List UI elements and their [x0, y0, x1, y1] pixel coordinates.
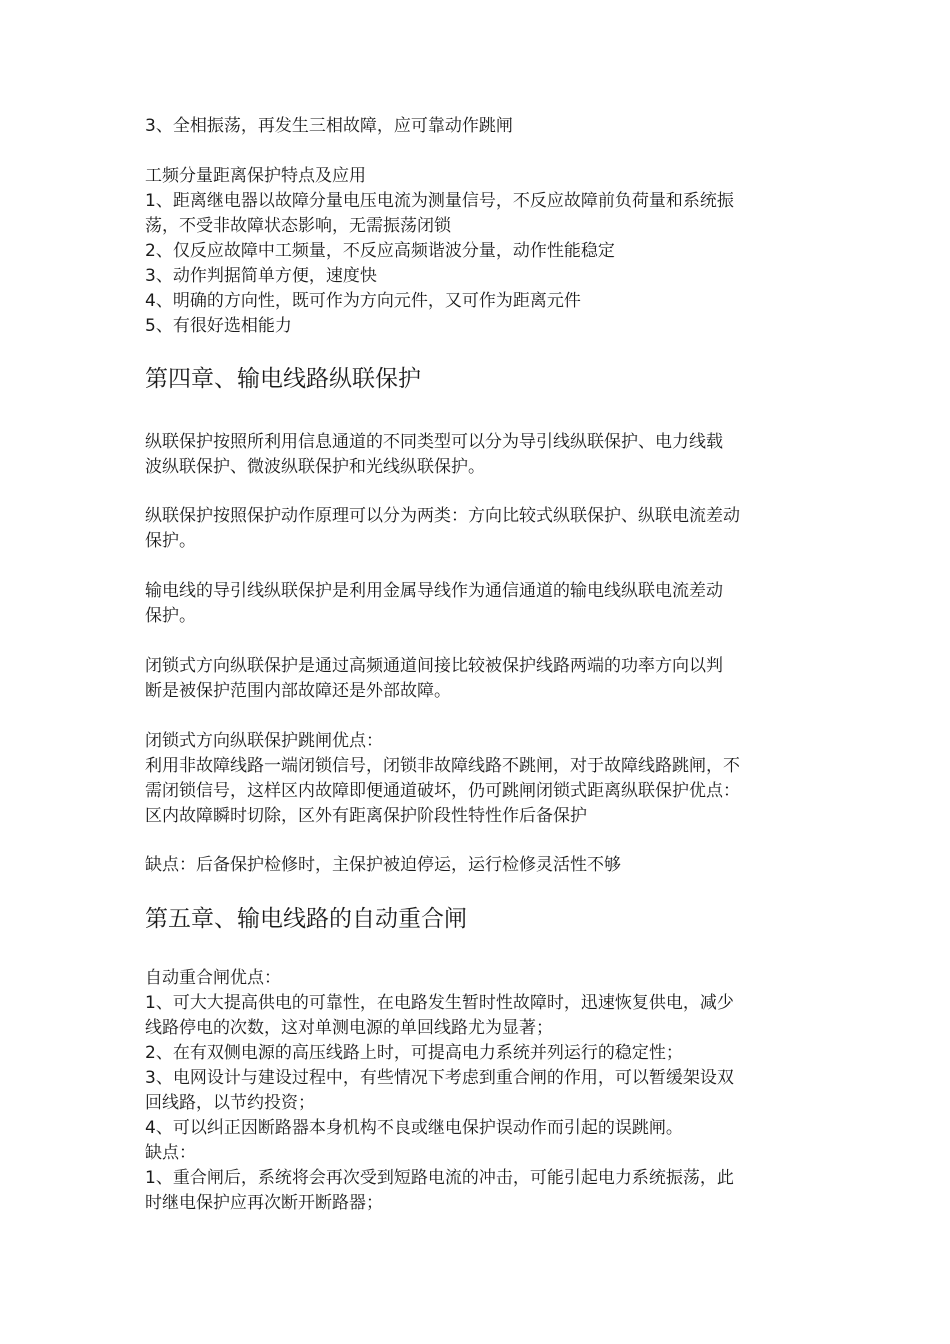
text-line: 4、明确的方向性，既可作为方向元件，又可作为距离元件	[145, 291, 581, 311]
text-line: 缺点：后备保护检修时，主保护被迫停运，运行检修灵活性不够	[145, 855, 621, 875]
text-line: 3、动作判据简单方便，速度快	[145, 266, 377, 286]
text-line: 荡，不受非故障状态影响，无需振荡闭锁	[145, 216, 451, 236]
chapter-heading: 第四章、输电线路纵联保护	[145, 366, 421, 392]
text-line: 1、距离继电器以故障分量电压电流为测量信号，不反应故障前负荷量和系统振	[145, 191, 734, 211]
text-line: 闭锁式方向纵联保护跳闸优点：	[145, 731, 383, 751]
text-line: 保护。	[145, 531, 196, 551]
text-line: 波纵联保护、微波纵联保护和光线纵联保护。	[145, 457, 485, 477]
chapter-heading: 第五章、输电线路的自动重合闸	[145, 906, 467, 932]
text-line: 1、重合闸后，系统将会再次受到短路电流的冲击，可能引起电力系统振荡，此	[145, 1168, 734, 1188]
text-line: 2、在有双侧电源的高压线路上时，可提高电力系统并列运行的稳定性；	[145, 1043, 683, 1063]
text-line: 3、全相振荡，再发生三相故障，应可靠动作跳闸	[145, 116, 513, 136]
text-line: 纵联保护按照所利用信息通道的不同类型可以分为导引线纵联保护、电力线载	[145, 432, 723, 452]
text-line: 利用非故障线路一端闭锁信号，闭锁非故障线路不跳闸，对于故障线路跳闸，不	[145, 756, 740, 776]
text-line: 需闭锁信号，这样区内故障即便通道破坏，仍可跳闸闭锁式距离纵联保护优点：	[145, 781, 740, 801]
text-line: 闭锁式方向纵联保护是通过高频通道间接比较被保护线路两端的功率方向以判	[145, 656, 723, 676]
text-line: 纵联保护按照保护动作原理可以分为两类：方向比较式纵联保护、纵联电流差动	[145, 506, 740, 526]
text-line: 1、可大大提高供电的可靠性，在电路发生暂时性故障时，迅速恢复供电，减少	[145, 993, 734, 1013]
text-line: 断是被保护范围内部故障还是外部故障。	[145, 681, 451, 701]
text-line: 回线路，以节约投资；	[145, 1093, 315, 1113]
text-line: 时继电保护应再次断开断路器；	[145, 1193, 383, 1213]
text-line: 5、有很好选相能力	[145, 316, 292, 336]
text-line: 4、可以纠正因断路器本身机构不良或继电保护误动作而引起的误跳闸。	[145, 1118, 683, 1138]
text-line: 自动重合闸优点：	[145, 968, 281, 988]
text-line: 3、电网设计与建设过程中，有些情况下考虑到重合闸的作用，可以暂缓架设双	[145, 1068, 734, 1088]
text-line: 缺点：	[145, 1143, 196, 1163]
text-line: 2、仅反应故障中工频量，不反应高频谐波分量，动作性能稳定	[145, 241, 615, 261]
text-line: 区内故障瞬时切除，区外有距离保护阶段性特性作后备保护	[145, 806, 587, 826]
text-line: 输电线的导引线纵联保护是利用金属导线作为通信通道的输电线纵联电流差动	[145, 581, 723, 601]
text-line: 保护。	[145, 606, 196, 626]
section-subtitle: 工频分量距离保护特点及应用	[145, 166, 366, 186]
text-line: 线路停电的次数，这对单测电源的单回线路尤为显著；	[145, 1018, 553, 1038]
